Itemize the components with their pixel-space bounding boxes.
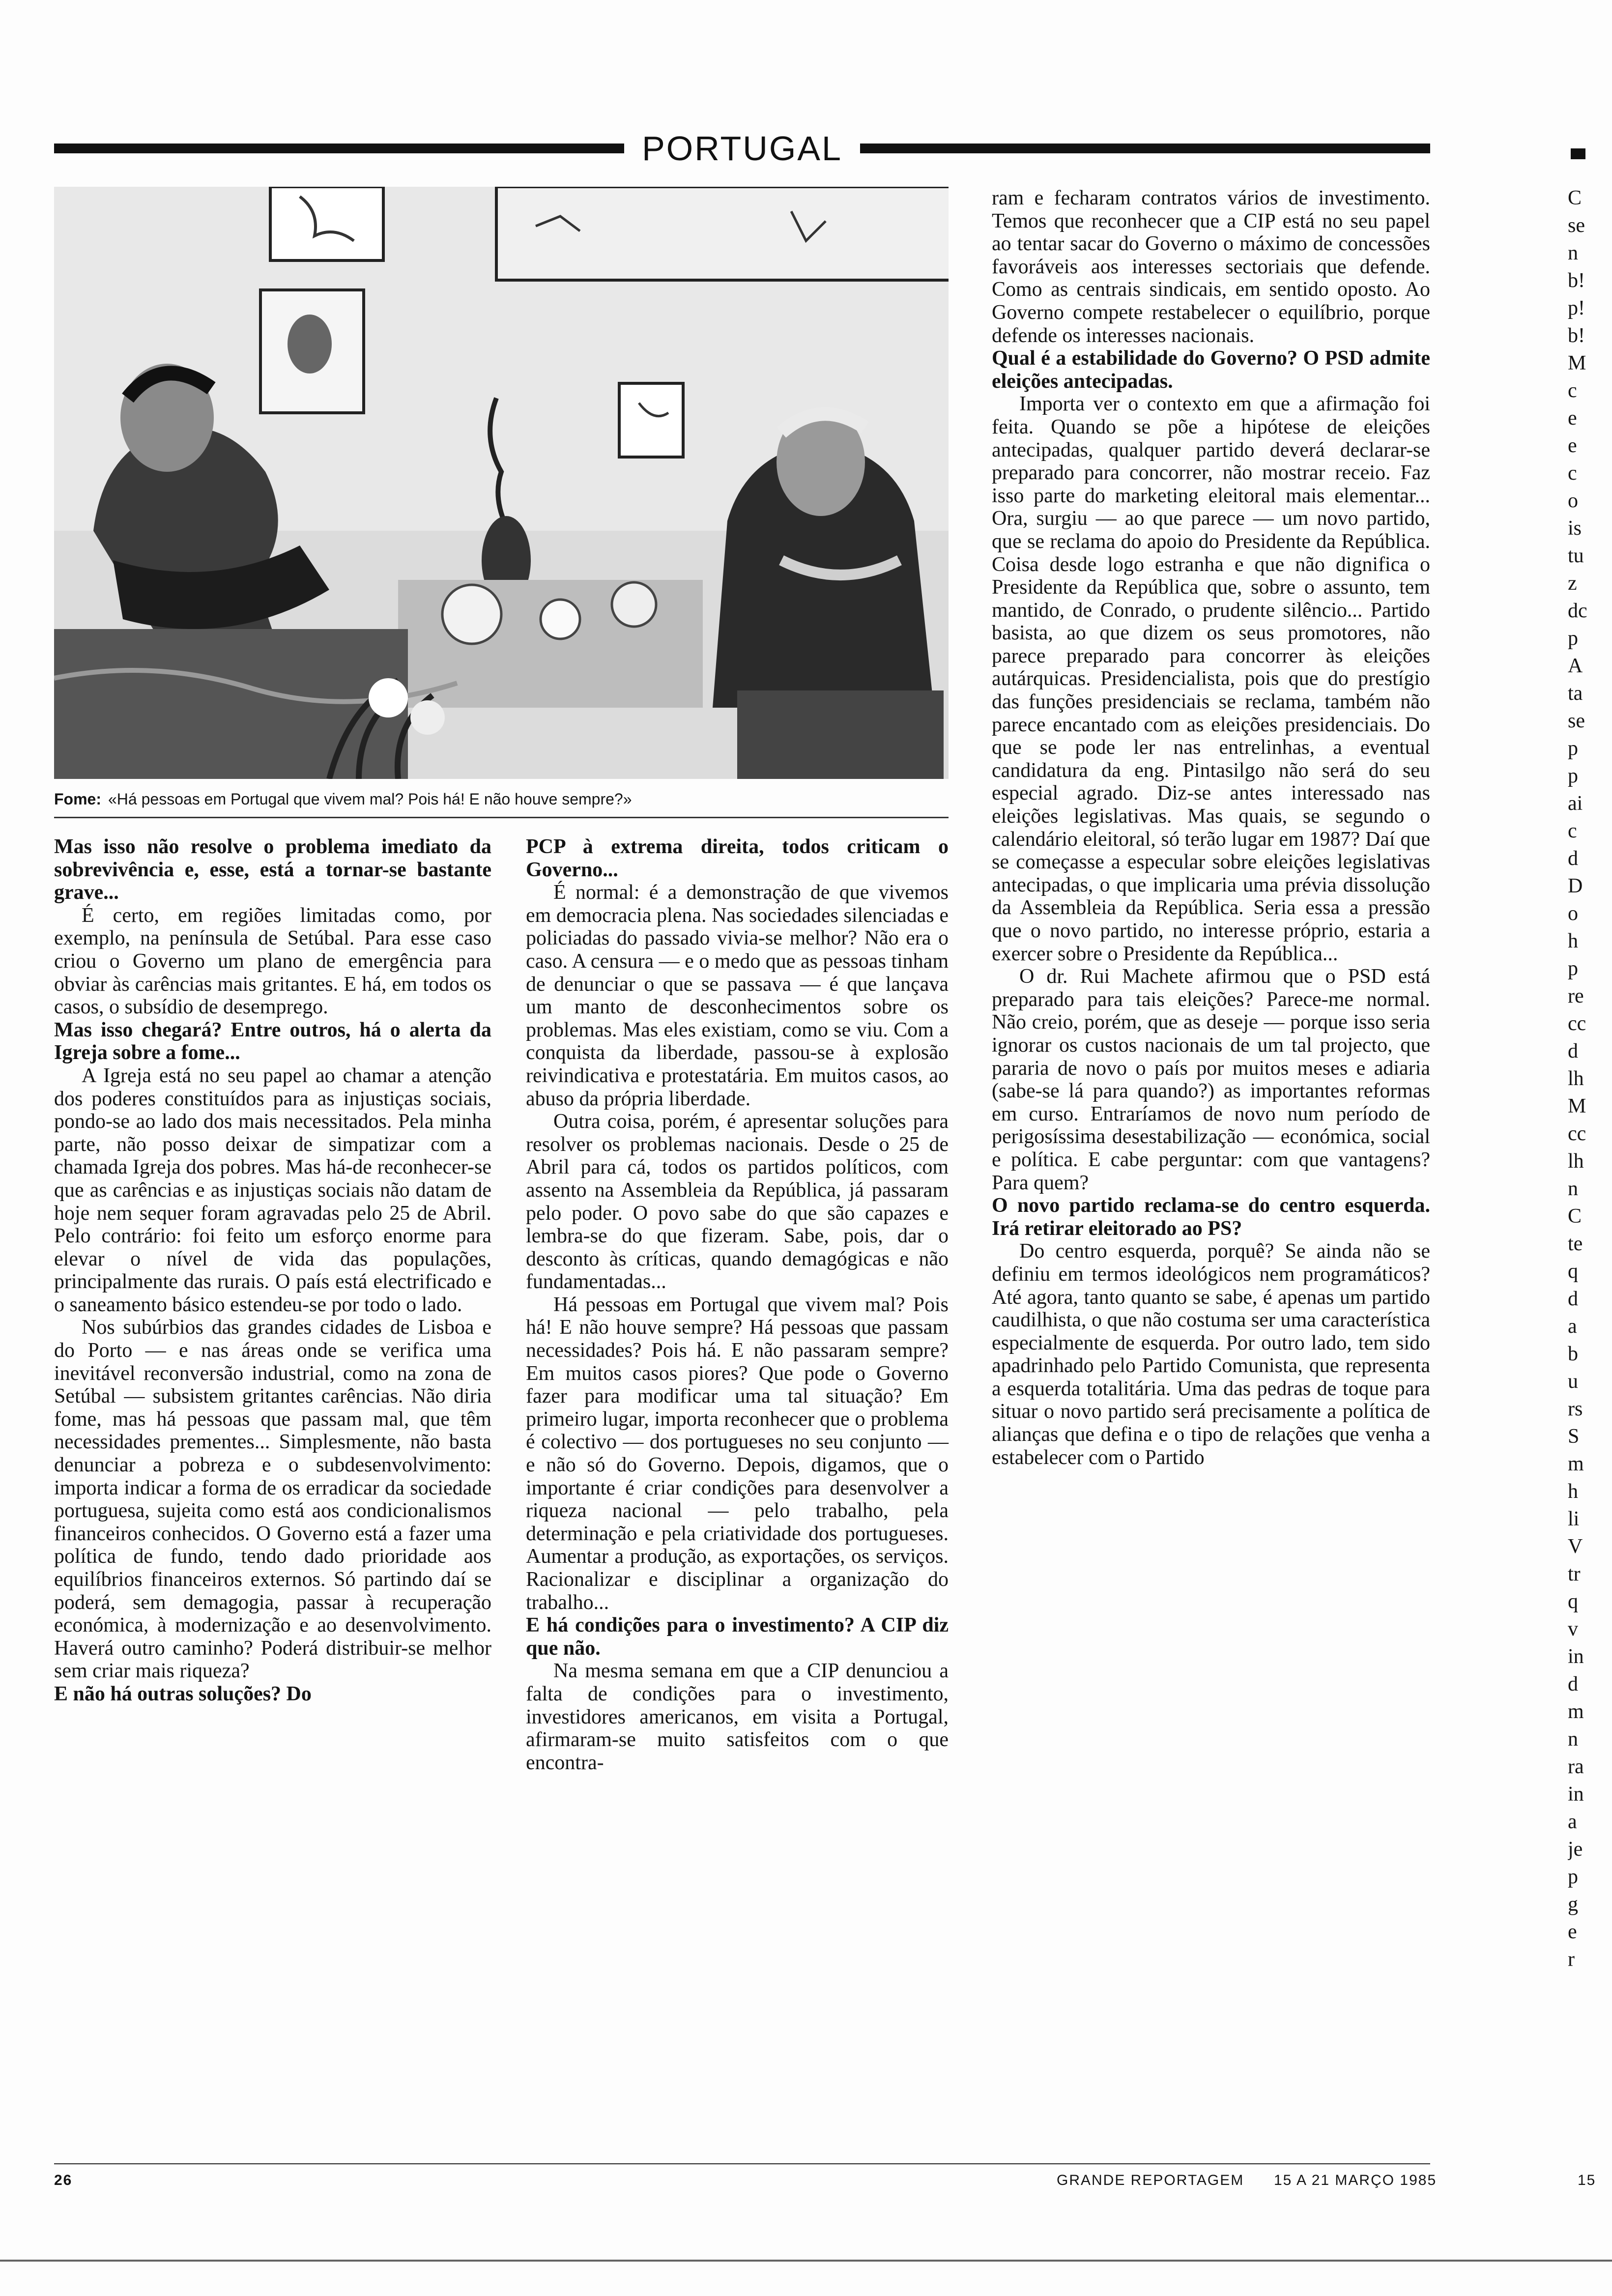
edge-fragment: C [1568,1205,1582,1228]
edge-fragment: dc [1568,600,1587,622]
question-paragraph: Qual é a estabilidade do Governo? O PSD admite eleições antecipadas. [992,347,1430,393]
section-header [54,129,1430,168]
edge-fragment: tu [1568,545,1584,567]
caption-rule [54,817,949,818]
question-paragraph: Mas isso não resolve o problema imediato da sobrevivência e, esse, está a tornar-se bastante grave... [54,835,491,904]
answer-paragraph: Outra coisa, porém, é apresentar soluções para resolver os problemas nacionais. Desde o 25 de Abril para cá, todos os partidos políticos, com assento na Assembleia da República, já passaram pelo poder. O povo sabe do que são capazes e lembra-se do que fizeram. Sabe, pois, dar o desconto às críticas, quando demagógicas e não fundamentadas... [526,1110,949,1293]
next-page-number: 15 [1578,2172,1596,2188]
edge-fragment: v [1568,1618,1578,1640]
edge-fragment: c [1568,379,1577,402]
edge-fragment: r [1568,1948,1575,1971]
edge-fragment: m [1568,1453,1584,1475]
answer-paragraph: Há pessoas em Portugal que vivem mal? Pois há! E não houve sempre? Há pessoas que passam necessidades? Pois há. E não passaram sempre? Em muitos casos piores? Que pode o Governo fazer para modificar uma tal situação? Em primeiro lugar, importa reconhecer que o problema é colectivo — dos portugueses no seu conjunto — e não só do Governo. Depois, digamos, que o importante é criar condições para desenvolver a riqueza nacional — pelo trabalho, pela determinação e pela criatividade dos portugueses. Aumentar a produção, as exportações, os serviços. Racionalizar e disciplinar a organização do trabalho... [526,1293,949,1614]
edge-fragment: p! [1568,297,1585,319]
edge-fragment: M [1568,352,1586,374]
issue-date: 15 A 21 MARÇO 1985 [1273,2172,1437,2188]
edge-fragment: e [1568,434,1577,457]
answer-paragraph: O dr. Rui Machete afirmou que o PSD está preparado para tais eleições? Parece-me normal. Não creio, porém, que as deseje — porque isso seria ignorar os custos nacionais de um tal projecto, que pararia de novo o país por muitos meses e adiaria (sabe-se lá para quando?) as importantes reformas em curso. Entraríamos de novo num período de perigosíssima desestabilização — económica, social e política. E cabe perguntar: com que vantagens? Para quem? [992,965,1430,1194]
answer-paragraph: A Igreja está no seu papel ao chamar a atenção dos poderes constituídos para as injustiças sociais, pondo-se ao lado dos mais necessitados. Pela minha parte, não posso deixar de simpatizar com a chamada Igreja dos pobres. Mas há-de reconhecer-se que as carências e as injustiças sociais não datam de hoje nem sequer foram agravadas pelo 25 de Abril. Pelo contrário: foi feito um esforço enorme para elevar o nível de vida das populações, principalmente das rurais. O país está electrificado e o saneamento básico estendeu-se por todo o lado. [54,1064,491,1316]
edge-fragment: a [1568,1315,1577,1338]
publication-line [1057,2172,1437,2189]
header-rule-left [54,144,624,153]
footer-rule [54,2163,1430,2164]
section-title: PORTUGAL [642,129,842,168]
edge-fragment: je [1568,1838,1583,1861]
edge-fragment: p [1568,957,1578,980]
edge-fragment: p [1568,627,1578,650]
edge-fragment: S [1568,1425,1580,1448]
edge-fragment: o [1568,489,1578,512]
edge-fragment: d [1568,1040,1578,1062]
edge-fragment: V [1568,1535,1583,1558]
answer-paragraph: Do centro esquerda, porquê? Se ainda não se definiu em termos ideológicos nem programáticos? Até agora, tanto quanto se sabe, é apenas um partido caudilhista, o que não costuma ser uma característica especialmente de esquerda. Por outro lado, tem sido apadrinhado pelo Partido Comunista, que representa a esquerda totalitária. Uma das pedras de toque para situar o novo partido será precisamente a política de alianças que defina e o tipo de relações que venha a estabelecer com o Partido [992,1240,1430,1469]
edge-fragment: n [1568,1177,1578,1200]
edge-fragment: h [1568,930,1578,952]
edge-fragment: b [1568,1343,1578,1365]
edge-fragment: a [1568,1810,1577,1833]
edge-fragment: lh [1568,1067,1584,1090]
edge-fragment: e [1568,1921,1577,1943]
interview-photo-drawing [54,187,949,779]
edge-fragment: ra [1568,1755,1584,1778]
edge-fragment: q [1568,1260,1578,1283]
edge-fragment: z [1568,572,1577,595]
edge-fragment: D [1568,875,1583,897]
edge-fragment: tr [1568,1563,1581,1585]
answer-paragraph: É normal: é a demonstração de que vivemos em democracia plena. Nas sociedades silenciadas e policiadas do passado vivia-se melhor? Não era o caso. A censura — e o medo que as pessoas tinham de denunciar o que se passava — é que lançava um manto de desconhecimentos sobre os problemas. Mas eles existiam, como se viu. Com a conquista da liberdade, passou-se à explosão reivindicativa e protestatária. Em muitos casos, ao abuso da própria liberdade. [526,881,949,1110]
edge-fragment: in [1568,1783,1584,1806]
question-paragraph: PCP à extrema direita, todos criticam o Governo... [526,835,949,881]
continued-paragraph: ram e fecharam contratos vários de investimento. Temos que reconhecer que a CIP está no seu papel ao tentar sacar do Governo o máximo de concessões favoráveis aos interesses sectoriais que defende. Como as centrais sindicais, em sentido oposto. Ao Governo compete restabelecer o equilíbrio, porque defende os interesses nacionais. [992,187,1430,347]
edge-fragment: d [1568,1288,1578,1310]
article-column-3 [992,187,1430,1469]
answer-paragraph: Nos subúrbios das grandes cidades de Lisboa e do Porto — e nas áreas onde se verifica uma inevitável reconversão industrial, como na zona de Setúbal — subsistem gritantes carências. Não diria fome, mas há pessoas que passam mal, que têm necessidades prementes... Simplesmente, não basta denunciar a pobreza e o subdesenvolvimento: importa indicar a forma de os erradicar da sociedade portuguesa, sujeita como está aos condicionalismos financeiros conhecidos. O Governo está a fazer uma política de fundo, tendo dado prioridade aos equilíbrios financeiros externos. Só partindo daí se poderá, sem demagogia, passar à recuperação económica, à modernização e ao desenvolvimento. Haverá outro caminho? Poderá distribuir-se melhor sem criar mais riqueza? [54,1316,491,1683]
article-column-2 [526,835,949,1774]
edge-fragment: rs [1568,1398,1583,1420]
page-number: 26 [54,2172,73,2188]
edge-fragment: in [1568,1645,1584,1668]
edge-fragment: o [1568,902,1578,925]
edge-fragment: p [1568,737,1578,760]
adjacent-page-fragment [1568,187,1612,2152]
edge-fragment: is [1568,517,1582,540]
edge-fragment: te [1568,1233,1583,1255]
edge-fragment: ta [1568,682,1583,705]
edge-fragment: g [1568,1893,1578,1916]
edge-fragment: b! [1568,324,1585,347]
caption-text: «Há pessoas em Portugal que vivem mal? Pois há! E não houve sempre?» [108,790,632,808]
edge-fragment: cc [1568,1012,1586,1035]
edge-fragment: lh [1568,1150,1584,1173]
edge-fragment: n [1568,242,1578,264]
interview-photo [54,187,949,779]
header-rule-right [860,144,1430,153]
edge-fragment: d [1568,847,1578,870]
edge-fragment: c [1568,820,1577,842]
edge-fragment: re [1568,985,1584,1007]
edge-fragment: n [1568,1728,1578,1751]
edge-fragment: d [1568,1673,1578,1695]
edge-fragment: e [1568,407,1577,430]
question-paragraph: O novo partido reclama-se do centro esquerda. Irá retirar eleitorado ao PS? [992,1194,1430,1240]
edge-fragment: cc [1568,1122,1586,1145]
edge-fragment: li [1568,1508,1580,1530]
question-paragraph: E há condições para o investimento? A CIP diz que não. [526,1614,949,1660]
caption-label: Fome: [54,790,101,808]
edge-fragment: p [1568,1866,1578,1888]
edge-fragment: u [1568,1370,1578,1393]
edge-fragment: ai [1568,792,1583,815]
article-column-1 [54,835,491,1706]
edge-fragment: A [1568,655,1583,677]
question-paragraph: Mas isso chegará? Entre outros, há o alerta da Igreja sobre a fome... [54,1018,491,1064]
answer-paragraph: Na mesma semana em que a CIP denunciou a falta de condições para o investimento, investidores americanos, em visita a Portugal, afirmaram-se muito satisfeitos com o que encontra- [526,1660,949,1774]
question-paragraph: E não há outras soluções? Do [54,1682,312,1705]
edge-fragment: se [1568,710,1585,732]
edge-fragment: se [1568,214,1585,237]
edge-fragment: q [1568,1590,1578,1613]
edge-fragment: b! [1568,269,1585,292]
edge-fragment: h [1568,1480,1578,1503]
edge-fragment: M [1568,1095,1586,1118]
edge-fragment: C [1568,187,1582,209]
edge-fragment: p [1568,765,1578,787]
scan-border-line [0,2260,1612,2262]
photo-caption [54,789,949,809]
publication-name: GRANDE REPORTAGEM [1057,2172,1244,2188]
edge-fragment: c [1568,462,1577,485]
header-rule-fragment [1571,148,1585,159]
answer-paragraph: Importa ver o contexto em que a afirmação foi feita. Quando se põe a hipótese de eleições antecipadas, qualquer partido deverá declarar-se preparado para concorrer, não mostrar receio. Faz isso parte do marketing eleitoral mais elementar... Ora, surgiu — ao que parece — um novo partido, que se reclama do apoio do Presidente da República. Coisa desde logo estranha e que não dignifica o Presidente da República que, sobre o assunto, tem mantido, de Conrado, o prudente silêncio... Partido basista, ao que dizem os seus promotores, não parece preparado para concorrer às eleições autárquicas. Presidencialista, pois que do prestígio das funções presidenciais se reclama, também não parece encantado com as eleições presidenciais. Do que se pode ler nas entrelinhas, a eventual candidatura da eng. Pintasilgo não será do seu especial agrado. Diz-se antes interessado nas eleições legislativas. Mas quais, se segundo o calendário eleitoral, só terão lugar em 1987? Daí que se começasse a especular sobre eleições legislativas antecipadas, o que implicaria uma prévia dissolução da Assembleia da República. Seria essa a pressão que o novo partido, no interesse próprio, estaria a exercer sobre o Presidente da República... [992,393,1430,965]
edge-fragment: m [1568,1700,1584,1723]
answer-paragraph: É certo, em regiões limitadas como, por exemplo, na península de Setúbal. Para esse caso criou o Governo um plano de emergência para obviar às carências mais gritantes. E há, em todos os casos, o subsídio de desemprego. [54,904,491,1019]
